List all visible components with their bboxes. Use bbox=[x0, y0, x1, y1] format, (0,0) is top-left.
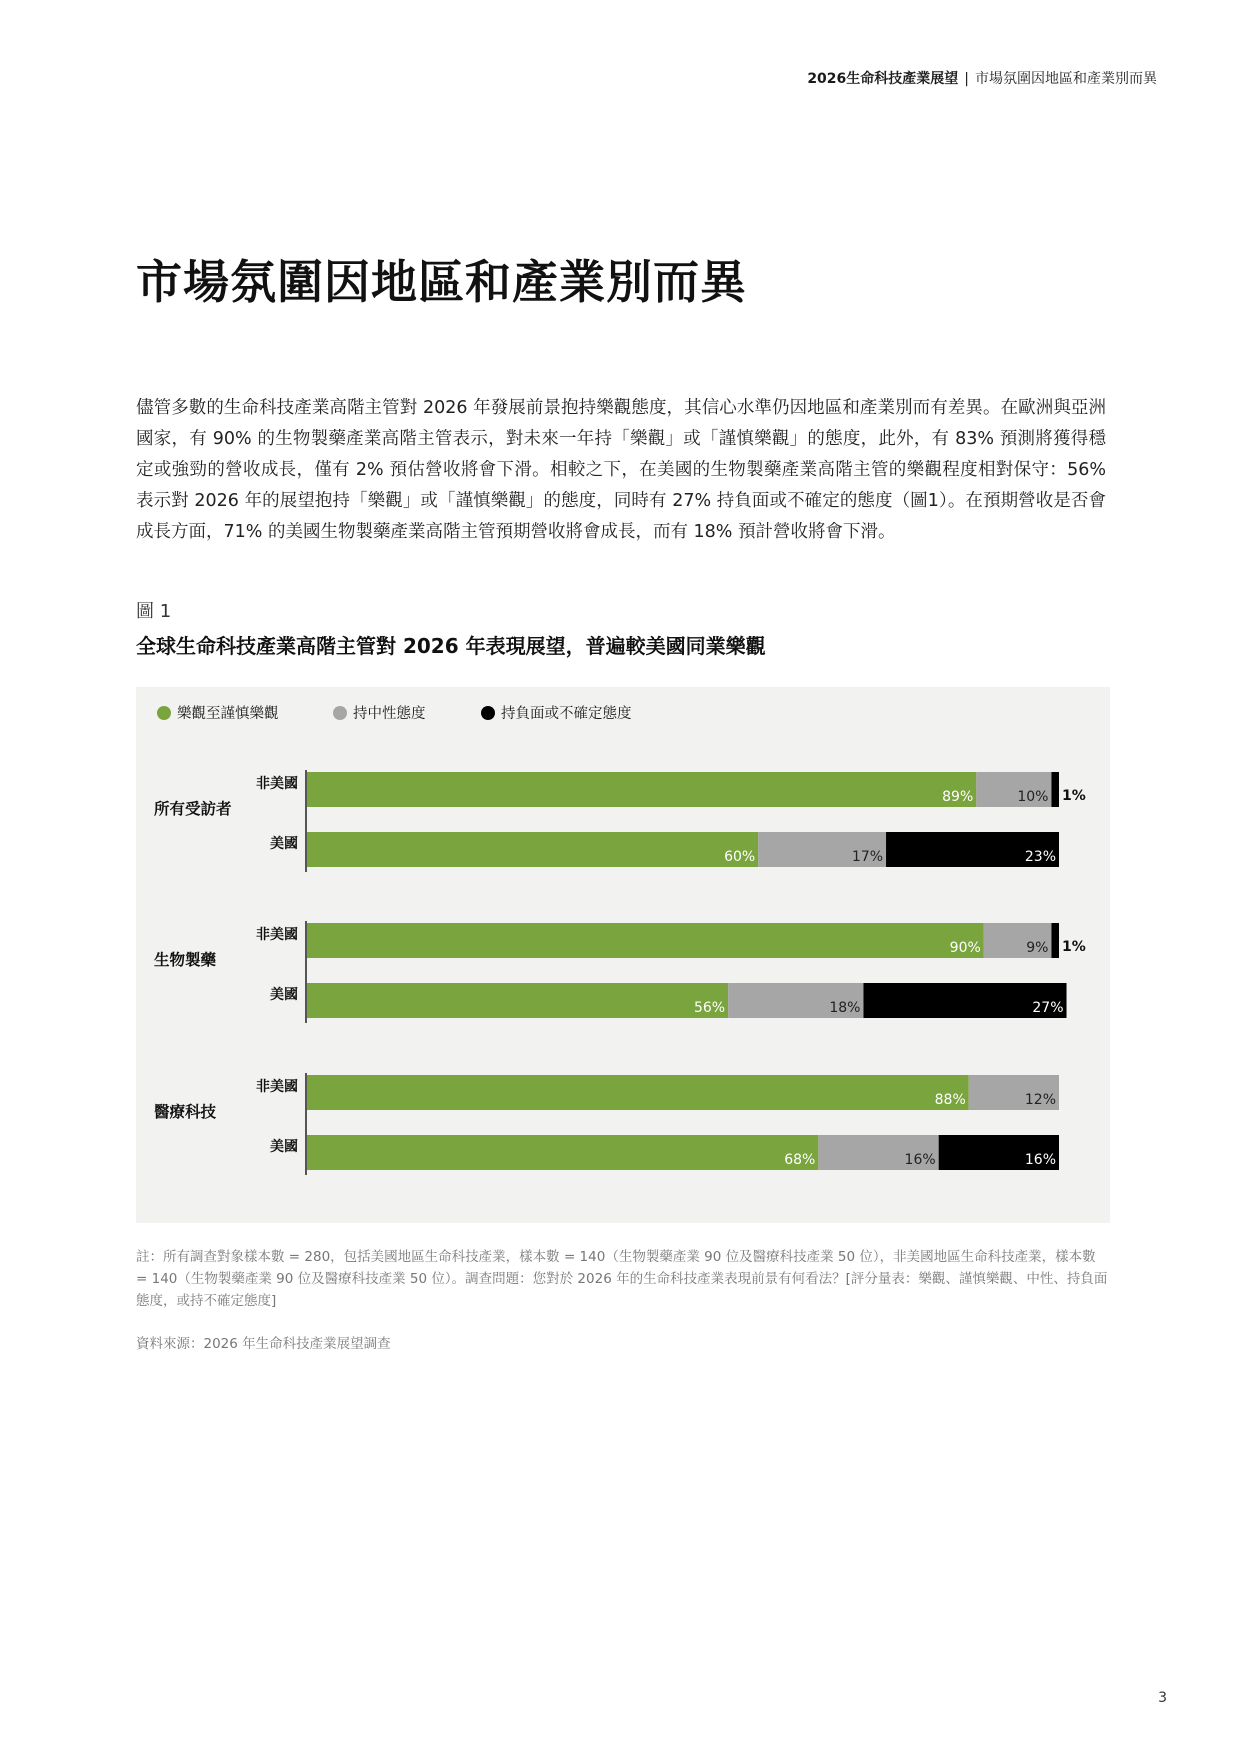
data-label-optimistic: 88% bbox=[934, 1092, 966, 1108]
bar-category-label: 美國 bbox=[270, 1139, 298, 1155]
bar-segment-optimistic bbox=[307, 832, 758, 867]
data-label-neutral: 16% bbox=[904, 1152, 936, 1168]
data-label-optimistic: 56% bbox=[693, 1000, 726, 1016]
data-label-negative: 1% bbox=[1062, 939, 1086, 955]
group-label: 所有受訪者 bbox=[154, 800, 232, 818]
header-separator: | bbox=[964, 71, 969, 87]
bar-segment-optimistic bbox=[307, 1135, 818, 1170]
bar-segment-optimistic bbox=[307, 1075, 969, 1110]
running-header bbox=[807, 68, 1157, 88]
bar-segment-optimistic bbox=[307, 923, 984, 958]
data-label-neutral: 12% bbox=[1024, 1092, 1056, 1108]
group-label: 醫療科技 bbox=[154, 1103, 217, 1121]
legend-marker-neutral bbox=[333, 706, 347, 720]
bar-segment-optimistic bbox=[307, 772, 976, 807]
data-label-optimistic: 68% bbox=[784, 1152, 816, 1168]
data-label-negative: 1% bbox=[1062, 788, 1086, 804]
data-label-negative: 23% bbox=[1024, 849, 1056, 865]
bar-segment-negative bbox=[1051, 772, 1059, 807]
legend-marker-optimistic bbox=[157, 706, 171, 720]
page-title: 市場氛圍因地區和產業別而異 bbox=[136, 255, 747, 309]
data-label-optimistic: 90% bbox=[949, 940, 981, 956]
data-label-negative: 16% bbox=[1024, 1152, 1056, 1168]
data-label-negative: 27% bbox=[1032, 1000, 1064, 1016]
data-label-neutral: 10% bbox=[1017, 789, 1049, 805]
report-title: 2026生命科技產業展望 bbox=[807, 71, 959, 87]
figure-number: 圖 1 bbox=[136, 601, 172, 622]
data-label-neutral: 9% bbox=[1026, 940, 1049, 956]
data-label-optimistic: 60% bbox=[724, 849, 756, 865]
legend-label-neutral: 持中性態度 bbox=[353, 706, 426, 722]
footnote: 註：所有調查對象樣本數 = 280，包括美國地區生命科技產業，樣本數 = 140（生物製藥產業 90 位及醫療科技產業 50 位），非美國地區生命科技產業，樣本數 = 140（生物製藥產業 90 位及醫療科技產業 50 位）。調查問題：您對於 2026 年的生命科技產業表現前景有何看法？[評分量表：樂觀、謹慎樂觀、中性、持負面態度，或持不確定態度] bbox=[136, 1249, 1108, 1309]
data-label-neutral: 18% bbox=[829, 1000, 861, 1016]
bar-category-label: 非美國 bbox=[256, 927, 298, 943]
bar-category-label: 美國 bbox=[270, 836, 298, 852]
header-section: 市場氛圍因地區和產業別而異 bbox=[975, 71, 1157, 87]
bar-segment-optimistic bbox=[307, 983, 728, 1018]
legend-marker-negative bbox=[481, 706, 495, 720]
data-label-optimistic: 89% bbox=[942, 789, 974, 805]
group-label: 生物製藥 bbox=[154, 951, 217, 969]
legend-label-negative: 持負面或不確定態度 bbox=[501, 706, 632, 722]
figure-title: 全球生命科技產業高階主管對 2026 年表現展望，普遍較美國同業樂觀 bbox=[136, 634, 766, 658]
bar-category-label: 美國 bbox=[270, 987, 298, 1003]
bar-category-label: 非美國 bbox=[256, 1079, 298, 1095]
source-note: 資料來源：2026 年生命科技產業展望調查 bbox=[136, 1336, 391, 1352]
chart-panel bbox=[136, 687, 1110, 1223]
bar-category-label: 非美國 bbox=[256, 776, 298, 792]
page-number: 3 bbox=[1158, 1690, 1167, 1706]
legend-label-optimistic: 樂觀至謹慎樂觀 bbox=[177, 706, 279, 722]
body-paragraph: 儘管多數的生命科技產業高階主管對 2026 年發展前景抱持樂觀態度，其信心水準仍因地區和產業別而有差異。在歐洲與亞洲國家，有 90% 的生物製藥產業高階主管表示，對未來一年持「樂觀」或「謹慎樂觀」的態度，此外，有 83% 預測將獲得穩定或強勁的營收成長，僅有 2% 預估營收將會下滑。相較之下，在美國的生物製藥產業高階主管的樂觀程度相對保守：56% 表示對 2026 年的展望抱持「樂觀」或「謹慎樂觀」的態度，同時有 27% 持負面或不確定的態度（圖1）。在預期營收是否會成長方面，71% 的美國生物製藥產業高階主管預期營收將會成長，而有 18% 預計營收將會下滑。 bbox=[136, 398, 1106, 542]
data-label-neutral: 17% bbox=[851, 849, 884, 865]
bar-segment-negative bbox=[1051, 923, 1059, 958]
stacked-bar-chart bbox=[136, 687, 1110, 1223]
